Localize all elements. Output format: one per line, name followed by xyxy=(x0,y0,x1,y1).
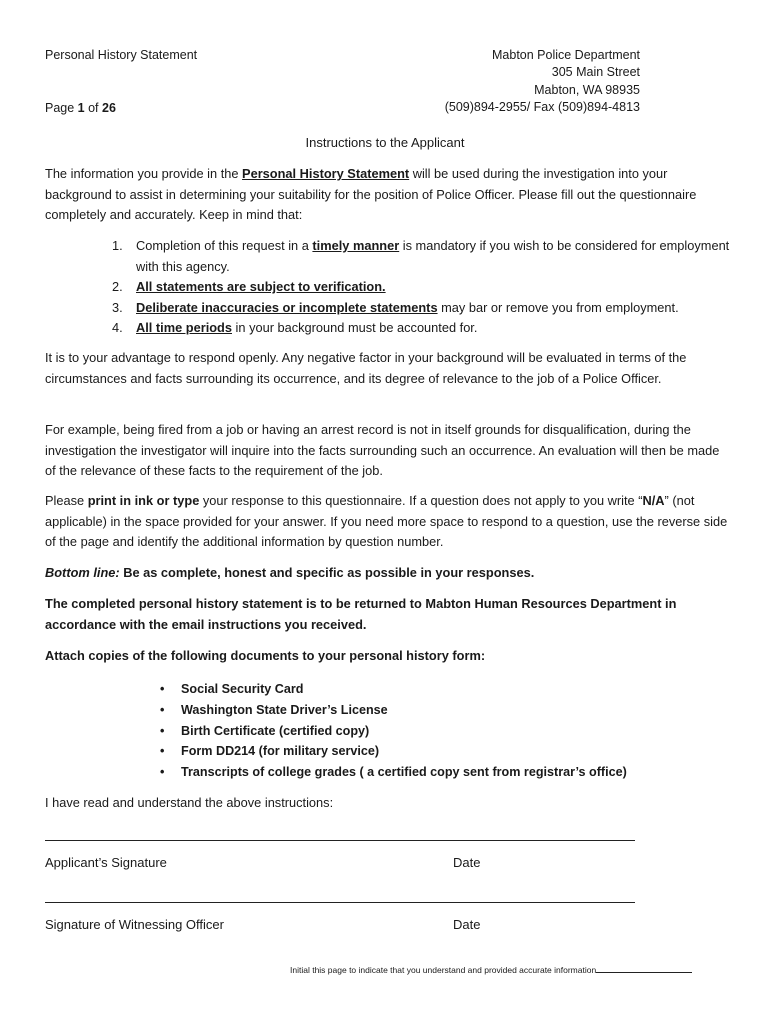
intro-text-1: The information you provide in the xyxy=(45,166,243,181)
list-item xyxy=(160,741,627,762)
requirements-list xyxy=(112,236,732,339)
document-name: Birth Certificate (certified copy) xyxy=(181,723,370,738)
list-item xyxy=(112,318,732,339)
item-number: 3. xyxy=(112,299,123,315)
department-address-block xyxy=(430,47,640,116)
department-name: Mabton Police Department xyxy=(492,48,640,62)
item-text: in your background must be accounted for. xyxy=(232,320,478,336)
page-prefix: Page xyxy=(45,101,78,115)
witness-signature-label: Signature of Witnessing Officer xyxy=(45,917,224,932)
bullet-icon: • xyxy=(160,723,165,738)
department-city: Mabton, WA 98935 xyxy=(534,82,640,97)
department-street: 305 Main Street xyxy=(551,65,640,80)
item-number: 1. xyxy=(112,238,123,253)
bottom-line-paragraph xyxy=(45,563,730,584)
witness-date-label: Date xyxy=(453,917,481,932)
list-item xyxy=(160,679,627,700)
page-of: of xyxy=(84,101,102,115)
applicant-signature-label: Applicant’s Signature xyxy=(45,855,167,870)
list-item xyxy=(112,298,732,319)
intro-emphasis: Personal History Statement xyxy=(242,166,410,181)
documents-list xyxy=(160,679,627,783)
intro-text-2: will be used during the investigation into your background to assist in determining your suitability for the position of Police Officer. Please fill out the questionnaire completely and accurately. Keep in mind that: xyxy=(45,166,697,222)
item-emphasis: All statements are subject to verification. xyxy=(136,279,386,295)
na-emphasis: N/A xyxy=(642,493,665,508)
list-item xyxy=(160,721,627,742)
acknowledge-text: I have read and understand the above instructions: xyxy=(45,795,334,810)
advantage-paragraph: It is to your advantage to respond openly. Any negative factor in your background will be evaluated in terms of the circumstances and facts surrounding its occurrence, and its degree of relevance to the job of a Police Officer. xyxy=(45,350,687,386)
document-name: Form DD214 (for military service) xyxy=(181,744,380,759)
print-text-1: Please xyxy=(45,493,88,508)
bullet-icon: • xyxy=(160,744,165,759)
item-number: 2. xyxy=(112,279,123,295)
item-emphasis: All time periods xyxy=(136,320,232,336)
initial-footer xyxy=(290,964,692,975)
item-number: 4. xyxy=(112,320,123,336)
bottom-line-label: Bottom line: xyxy=(45,565,120,580)
document-title: Personal History Statement xyxy=(45,48,198,62)
department-phone: (509)894-2955/ Fax (509)894-4813 xyxy=(444,99,640,114)
page-number xyxy=(45,100,116,117)
item-emphasis: Deliberate inaccuracies or incomplete statements xyxy=(136,299,438,315)
print-text-3: ” (not applicable) in the space provided for your answer. If you need more space to respond to a question, use the reverse side of the page and identify the additional information by question number. xyxy=(45,493,728,549)
list-item xyxy=(160,762,627,783)
page-total: 26 xyxy=(102,101,116,115)
list-item xyxy=(112,277,732,298)
return-note-paragraph: The completed personal history statement is to be returned to Mabton Human Resources Department in accordance with the email instructions you received. xyxy=(45,596,677,632)
page-current: 1 xyxy=(77,101,85,115)
document-name: Transcripts of college grades ( a certified copy sent from registrar’s office) xyxy=(181,765,627,780)
bullet-icon: • xyxy=(160,702,165,717)
list-item xyxy=(160,700,627,721)
item-text: may bar or remove you from employment. xyxy=(437,299,679,315)
bullet-icon: • xyxy=(160,765,165,780)
intro-paragraph xyxy=(45,164,730,226)
initial-field[interactable] xyxy=(596,964,692,973)
print-text-2: your response to this questionnaire. If a question does not apply to you write “ xyxy=(199,493,643,508)
document-name: Washington State Driver’s License xyxy=(181,702,388,717)
bottom-line-text: Be as complete, honest and specific as possible in your responses. xyxy=(119,565,535,580)
initial-instruction: Initial this page to indicate that you understand and provided accurate information xyxy=(290,965,597,975)
page-heading: Instructions to the Applicant xyxy=(305,135,465,150)
witness-signature-line[interactable] xyxy=(45,902,635,903)
applicant-signature-line[interactable] xyxy=(45,840,635,841)
bullet-icon: • xyxy=(160,682,165,696)
print-emphasis: print in ink or type xyxy=(87,493,200,508)
print-instructions-paragraph xyxy=(45,491,730,553)
applicant-date-label: Date xyxy=(453,855,481,870)
example-paragraph: For example, being fired from a job or having an arrest record is not in itself grounds for disqualification, during the investigation the investigator will inquire into the facts surrounding such an occurrence. An evaluation will then be made of the relevance of these facts to the requirement of the job. xyxy=(45,422,720,478)
document-name: Social Security Card xyxy=(181,682,304,696)
item-text: Completion of this request in a xyxy=(136,238,313,253)
item-emphasis: timely manner xyxy=(312,238,400,253)
list-item xyxy=(112,236,732,277)
item-text: is mandatory if you wish to be considered for employment with this agency. xyxy=(136,238,730,274)
attach-intro: Attach copies of the following documents to your personal history form: xyxy=(45,648,486,663)
